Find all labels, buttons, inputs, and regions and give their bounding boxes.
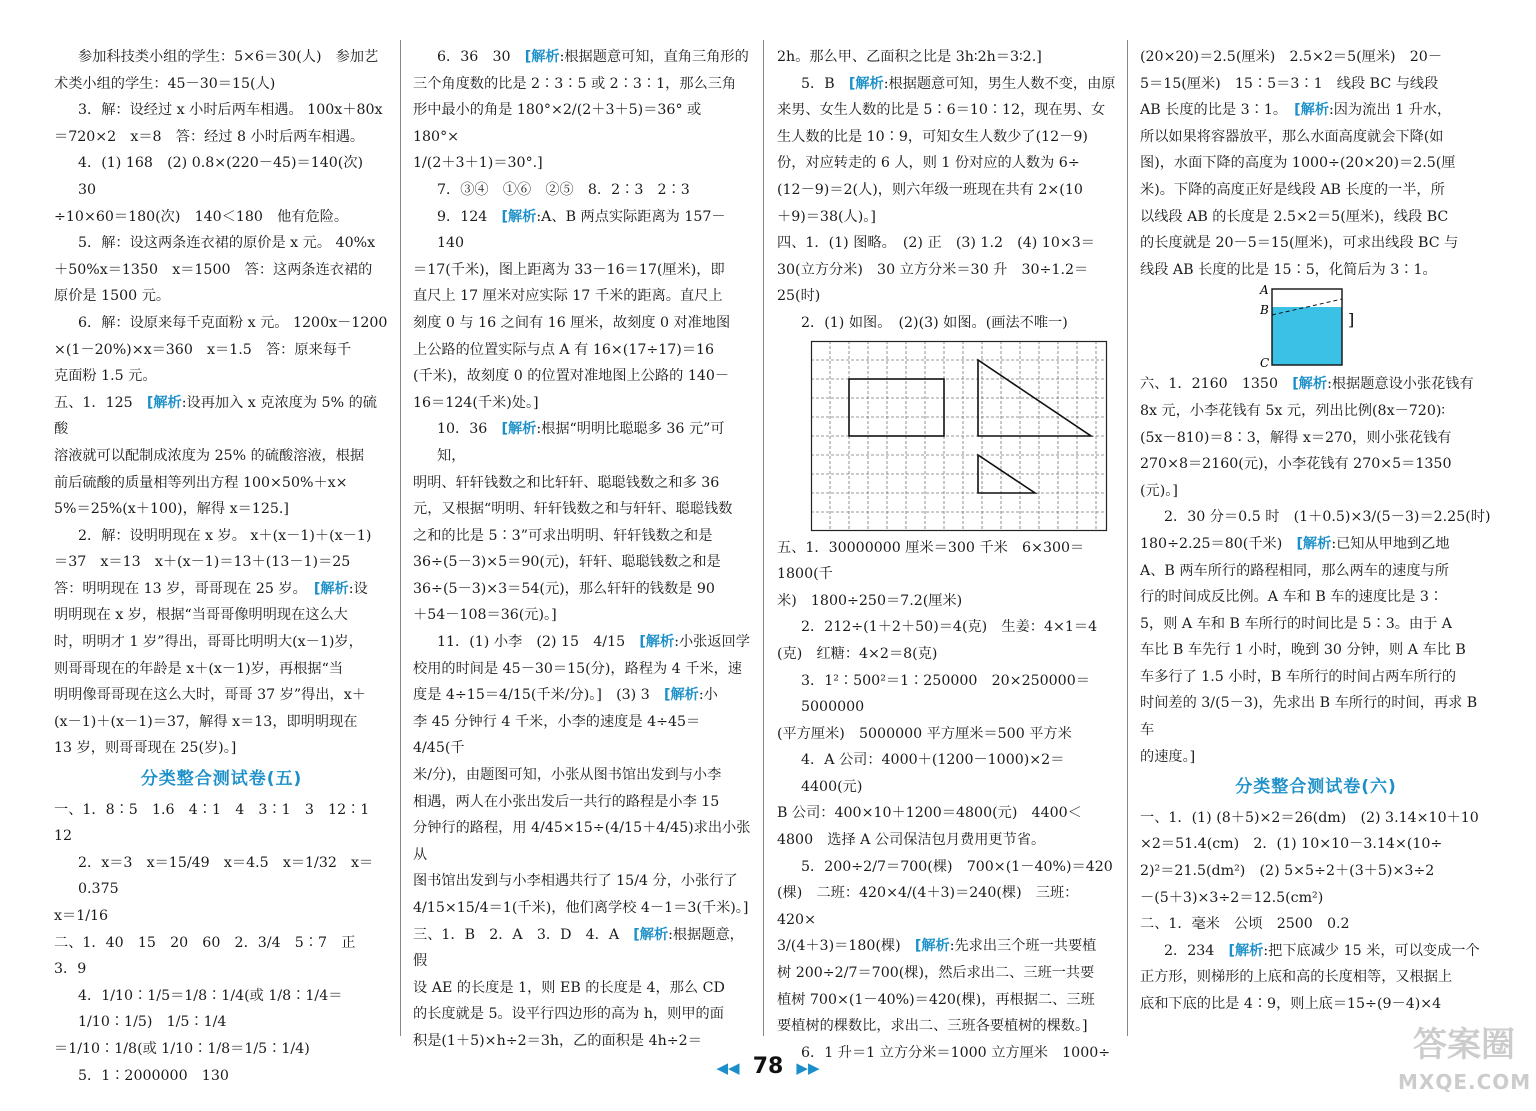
text-line: 270×8＝2160(元)，小李花钱有 270×5＝1350: [1140, 456, 1452, 473]
text-line: 16＝124(千米)处。]: [413, 394, 539, 411]
column-divider: [1127, 40, 1128, 1036]
text-line: [413, 682, 751, 709]
answer-number: 10．36: [437, 421, 488, 438]
text-fragment: 3/(4＋3)＝180(棵): [777, 938, 901, 955]
text-line: 4．1/10∶1/5＝1/8∶1/4(或 1/8∶1/4＝1/10∶1/5) 1/5∶1/4: [78, 987, 343, 1031]
text-fragment: :根据题意设小张花钱有: [1327, 376, 1474, 393]
text-line: [1140, 371, 1492, 398]
text-line: 积是(1＋5)×h÷2＝3h，乙的面积是 4h÷2＝: [413, 1032, 702, 1049]
text-line: 分钟行的路程，用 4/45×15÷(4/15＋4/45)求出小张从: [413, 820, 751, 863]
answer-number: 五、1．125: [54, 394, 133, 411]
answer-number: 2．234: [1164, 942, 1215, 959]
text-line: 四、1．(1) 图略。 (2) 正 (3) 1.2 (4) 10×3＝: [777, 235, 1095, 252]
text-line: 2)²＝21.5(dm²) (2) 5×5÷2＋(3＋5)×3÷2: [1140, 863, 1435, 880]
text-line: 4．(1) 168 (2) 0.8×(220－45)＝140(次) 30: [78, 155, 378, 198]
text-line: [413, 204, 751, 257]
previous-page-icon[interactable]: ◀◀: [716, 1059, 740, 1077]
analysis-label: [解析: [848, 75, 884, 92]
text-line: 二、1．40 15 20 60 2．3/4 5∶7 正 3．9: [54, 934, 370, 978]
text-line: (克) 红糖：4×2＝8(克): [777, 645, 938, 662]
analysis-label: [解析: [639, 634, 675, 651]
height-bracket: ]: [1348, 310, 1355, 330]
text-line: －(5＋3)×3÷2＝12.5(cm²): [1140, 889, 1324, 906]
text-fragment: :设: [348, 580, 368, 597]
text-fragment: 答：明明现在 13 岁，哥哥现在 25 岁。: [54, 580, 300, 597]
text-line: 2．x＝3 x＝15/49 x＝4.5 x＝1/32 x＝0.375: [78, 854, 374, 898]
text-line: 车比 B 车先行 1 小时，晚到 30 分钟，则 A 车比 B: [1140, 642, 1466, 659]
text-line: (x－1)＋(x－1)＝37，解得 x＝13，即明明现在: [54, 713, 358, 730]
text-line: 36÷(5－3)×5＝90(元)，轩轩、聪聪钱数之和是: [413, 554, 721, 571]
analysis-label: [解析: [1296, 535, 1332, 552]
text-line: 直尺上 17 厘米对应实际 17 千米的距离。直尺上: [413, 288, 723, 305]
text-line: 时间差的 3/(5－3)，先求出 B 车所行的时间，再求 B 车: [1140, 695, 1482, 739]
text-line: 5．解：设这两条连衣裙的原价是 x 元。 40%x: [78, 235, 376, 252]
text-fragment: :因为流出 1 升水，: [1329, 102, 1452, 119]
text-line: 树 200÷2/7＝700(棵)，然后求出二、三班一共要: [777, 965, 1095, 982]
text-line: 线段 AB 长度的比是 15∶5，化简后为 3∶1。: [1140, 261, 1437, 278]
text-line: (棵) 二班：420×4/(4＋3)＝240(棵) 三班：420×: [777, 885, 1079, 928]
text-fragment: :小张返回学: [674, 634, 750, 651]
text-line: 5＝15(厘米) 15∶5＝3∶1 线段 BC 与线段: [1140, 75, 1439, 92]
text-line: 2h。那么甲、乙面积之比是 3h∶2h＝3∶2.]: [777, 49, 1042, 65]
text-line: [413, 629, 751, 656]
text-line: [413, 922, 751, 975]
analysis-label: [解析: [501, 208, 537, 225]
text-line: [54, 390, 389, 443]
text-line: 原价是 1500 元。: [54, 288, 171, 305]
text-fragment: 180÷2.25＝80(千米): [1140, 535, 1283, 552]
text-line: 车多行了 1.5 小时，B 车所行的时间占两车所行的: [1140, 668, 1457, 685]
answer-number: 5．B: [801, 75, 835, 92]
text-line: 5．1∶2000000 130: [78, 1067, 229, 1084]
answer-column-2: [413, 44, 751, 1054]
text-fragment: :根据题意可知，男生人数不变，由原: [883, 75, 1116, 92]
text-line: 5%＝25%(x＋100)，解得 x＝125.]: [54, 501, 289, 518]
section-title: 分类整合测试卷(六): [1235, 777, 1397, 798]
label-c: C: [1260, 356, 1270, 371]
text-fragment: :已知从甲地到乙地: [1331, 535, 1450, 552]
text-line: 设 AE 的长度是 1，则 EB 的长度是 4，那么 CD: [413, 979, 725, 996]
text-line: 术类小组的学生：45－30＝15(人): [54, 75, 276, 92]
text-line: 底和下底的比是 4∶9，则上底＝15÷(9－4)×4: [1140, 996, 1442, 1012]
text-line: ＝720×2 x＝8 答：经过 8 小时后两车相遇。: [54, 128, 365, 145]
analysis-label: [解析: [663, 687, 699, 704]
answer-column-3: [777, 44, 1117, 1061]
analysis-label: [解析: [914, 938, 950, 955]
text-line: 6．解：设原来每千克面粉 x 元。 1200x－1200: [78, 314, 388, 331]
text-line: (元)。]: [1140, 482, 1178, 499]
text-line: 6．1 升＝1 立方分米＝1000 立方厘米 1000÷: [801, 1044, 1111, 1061]
text-line: (千米)，故刻度 0 的位置对准地图上公路的 140－: [413, 368, 730, 385]
text-line: 要植树的棵数比，求出二、三班各要植树的棵数。]: [777, 1018, 1088, 1035]
page-footer: [0, 1054, 1536, 1079]
text-line: 来男、女生人数的比是 5∶6＝10∶12，现在男、女: [777, 102, 1106, 119]
text-line: 时，明明才 1 岁”得出，哥哥比明明大(x－1)岁，: [54, 634, 363, 651]
text-line: 米)。下降的高度正好是线段 AB 长度的一半，所: [1140, 181, 1445, 198]
text-line: 4/15×15/4＝1(千米)，他们离学校 4－1＝3(千米)。]: [413, 900, 749, 916]
column-divider: [400, 40, 401, 1036]
text-line: 克面粉 1.5 元。: [54, 368, 157, 385]
column-divider: [763, 40, 764, 1036]
analysis-label: [解析: [1294, 102, 1330, 119]
text-line: ×2＝51.4(cm) 2．(1) 10×10－3.14×(10÷: [1140, 836, 1443, 853]
text-line: 5，则 A 车和 B 车所行的时间比是 5∶3。由于 A: [1140, 615, 1453, 632]
text-line: 的长度就是 20－5＝15(厘米)，可求出线段 BC 与: [1140, 235, 1459, 252]
text-line: 前后硫酸的质量相等列出方程 100×50%＋x×: [54, 474, 348, 491]
drawn-rectangle: [849, 379, 944, 436]
water-tank-figure: [1258, 285, 1368, 369]
text-line: B 公司：400×10＋1200＝4800(元) 4400＜: [777, 805, 1082, 822]
text-line: 2．解：设明明现在 x 岁。 x＋(x－1)＋(x－1): [78, 527, 372, 544]
text-fragment: :先求出三个班一共要植: [949, 938, 1097, 955]
text-line: 米/分)，由题图可知，小张从图书馆出发到与小李: [413, 767, 722, 784]
text-line: 二、1．毫米 公顷 2500 0.2: [1140, 916, 1350, 933]
text-line: 13 岁，则哥哥现在 25(岁)。]: [54, 740, 237, 757]
watermark-text: 答案圈: [1413, 1025, 1515, 1065]
text-line: [777, 933, 1117, 960]
text-fragment: :根据题意，假: [413, 926, 744, 970]
answer-column-1: [54, 44, 389, 1084]
analysis-label: [解析: [146, 394, 182, 411]
text-line: 3．解：设经过 x 小时后两车相遇。 100x＋80x: [78, 102, 383, 119]
text-line: [1140, 97, 1492, 124]
answer-column-4: [1140, 44, 1492, 1054]
text-line: 明明现在 x 岁，根据“当哥哥像明明现在这么大: [54, 607, 348, 624]
text-line: 4．A 公司：4000＋(1200－1000)×2＝4400(元): [801, 752, 1065, 795]
text-line: ÷10×60＝180(次) 140＜180 他有危险。: [54, 208, 349, 225]
text-line: x＝1/16: [54, 908, 109, 924]
drawn-large-triangle: [978, 360, 1091, 436]
text-line: ＝37 x＝13 x＋(x－1)＝13＋(13－1)＝25: [54, 554, 351, 571]
analysis-label: [解析: [633, 926, 669, 943]
text-fragment: :设再加入 x 克浓度为 5% 的硫酸: [54, 394, 377, 438]
answer-number: 六、1．2160 1350: [1140, 376, 1278, 393]
text-line: 2．30 分＝0.5 时 (1＋0.5)×3/(5－3)＝2.25(时): [1164, 509, 1491, 526]
label-b: B: [1260, 303, 1269, 318]
section-title: 分类整合测试卷(五): [140, 769, 303, 790]
text-fragment: :把下底减少 15 米，可以变成一个: [1263, 942, 1480, 959]
text-line: 4800 选择 A 公司保洁包月费用更节省。: [777, 832, 1046, 849]
text-line: 份，对应转走的 6 人，则 1 份对应的人数为 6÷: [777, 155, 1080, 172]
text-line: 2．(1) 如图。 (2)(3) 如图。(画法不唯一): [801, 314, 1068, 331]
text-line: 图书馆出发到与小李相遇共行了 15/4 分，小张行了: [413, 873, 738, 890]
text-line: 25(时): [777, 288, 821, 305]
text-line: 相遇，两人在小张出发后一共行的路程是小李 15: [413, 793, 720, 810]
answer-number: 三、1．B 2．A 3．D 4．A: [413, 926, 620, 943]
analysis-label: [解析: [501, 421, 537, 438]
text-line: 溶液就可以配制成浓度为 25% 的硫酸溶液，根据: [54, 447, 365, 464]
answer-number: 11．(1) 小李 (2) 15 4/15: [437, 634, 626, 651]
text-line: 则哥哥现在的年龄是 x＋(x－1)岁，再根据“当: [54, 660, 344, 677]
text-line: 行的时间成反比例。A 车和 B 车的速度比是 3∶: [1140, 589, 1444, 606]
text-line: 形中最小的角是 180°×2/(2＋3＋5)＝36° 或 180°×: [413, 102, 706, 145]
text-line: [413, 416, 751, 469]
text-fragment: :A、B 两点实际距离为 157－140: [437, 208, 726, 252]
text-line: [54, 576, 389, 603]
text-line: ＋9)＝38(人)。]: [777, 208, 876, 225]
text-line: (平方厘米) 5000000 平方厘米＝500 平方米: [777, 725, 1072, 742]
watermark-logo: [1398, 1021, 1530, 1107]
text-line: ＝17(千米)，图上距离为 33－16＝17(厘米)，即: [413, 261, 725, 278]
text-line: 36÷(5－3)×3＝54(元)，那么轩轩的钱数是 90: [413, 580, 715, 597]
text-line: 30(立方分米) 30 立方分米＝30 升 30÷1.2＝: [777, 261, 1089, 278]
text-line: 正方形，则梯形的上底和高的长度相等，又根据上: [1140, 969, 1453, 986]
text-line: [777, 71, 1117, 98]
text-line: ＋54－108＝36(元)。]: [413, 607, 557, 624]
text-line: 米) 1800÷250＝7.2(厘米): [777, 592, 963, 609]
text-line: 1/(2＋3＋1)＝30°.]: [413, 155, 543, 172]
analysis-label: [解析: [1228, 942, 1264, 959]
text-line: 之和的比是 5∶3”可求出明明、轩轩钱数之和是: [413, 527, 713, 544]
text-line: (12－9)＝2(人)，则六年级一班现在共有 2×(10: [777, 181, 1083, 198]
label-a: A: [1260, 283, 1269, 298]
text-fragment: AB 长度的比是 3∶1。: [1140, 102, 1280, 119]
text-line: 元，又根据“明明、轩轩钱数之和与轩轩、聪聪钱数: [413, 501, 733, 518]
text-fragment: 度是 4÷15＝4/15(千米/分)。] (3) 3: [413, 687, 650, 704]
grid-drawing-figure: [811, 341, 1107, 531]
text-line: 5．200÷2/7＝700(棵) 700×(1－40%)＝420: [801, 858, 1113, 875]
text-line: A、B 两车所行的路程相同，那么两车的速度与所: [1140, 562, 1449, 579]
analysis-label: [解析: [524, 49, 560, 65]
text-line: ＋50%x＝1350 x＝1500 答：这两条连衣裙的: [54, 261, 373, 278]
text-fragment: :小: [698, 687, 718, 704]
text-line: 以线段 AB 的长度是 2.5×2＝5(厘米)，线段 BC: [1140, 208, 1449, 225]
text-fragment: :根据“明明比聪聪多 36 元”可知，: [437, 421, 725, 464]
page-number: 78: [752, 1054, 784, 1079]
next-page-icon[interactable]: ▶▶: [796, 1059, 820, 1077]
text-line: 所以如果将容器放平，那么水面高度就会下降(如: [1140, 128, 1444, 145]
text-line: ×(1－20%)×x＝360 x＝1.5 答：原来每千: [54, 341, 352, 358]
text-line: (5x－810)＝8∶3，解得 x＝270，则小张花钱有: [1140, 429, 1452, 446]
text-line: [413, 44, 751, 71]
analysis-label: [解析: [313, 580, 349, 597]
text-line: 校用的时间是 45－30＝15(分)，路程为 4 千米，速: [413, 660, 742, 677]
text-fragment: :根据题意可知，直角三角形的: [559, 49, 749, 65]
text-line: 刻度 0 与 16 之间有 16 厘米，故刻度 0 对准地图: [413, 314, 731, 331]
text-line: 植树 700×(1－40%)＝420(棵)，再根据二、三班: [777, 991, 1095, 1008]
watermark-url: MXQE.COM: [1398, 1070, 1532, 1094]
text-line: 3．1²∶500²＝1∶250000 20×250000＝5000000: [801, 672, 1090, 716]
text-line: 三个角度数的比是 2∶3∶5 或 2∶3∶1，那么三角: [413, 75, 737, 92]
text-line: 上公路的位置实际与点 A 有 16×(17÷17)＝16: [413, 341, 715, 358]
answer-number: 6．36 30: [437, 49, 511, 65]
text-line: 图)，水面下降的高度为 1000÷(20×20)＝2.5(厘: [1140, 155, 1456, 172]
text-line: 7．③④ ①⑥ ②⑤ 8．2∶3 2∶3: [437, 181, 690, 198]
text-line: 五、1．30000000 厘米＝300 千米 6×300＝1800(千: [777, 539, 1085, 583]
text-line: 8x 元，小李花钱有 5x 元，列出比例(8x－720)∶: [1140, 402, 1446, 419]
text-line: 明明、轩轩钱数之和比轩轩、聪聪钱数之和多 36: [413, 474, 720, 491]
text-line: 2．212÷(1＋2＋50)＝4(克) 生姜：4×1＝4: [801, 619, 1098, 636]
text-line: ＝1/10∶1/8(或 1/10∶1/8＝1/5∶1/4): [54, 1040, 310, 1057]
text-line: 一、1．8∶5 1.6 4∶1 4 3∶1 3 12∶1 12: [54, 801, 384, 845]
text-line: 生人数的比是 10∶9，可知女生人数少了(12－9): [777, 128, 1088, 145]
text-line: 参加科技类小组的学生：5×6＝30(人) 参加艺: [78, 49, 379, 65]
water-fill: [1272, 307, 1342, 365]
answer-number: 9．124: [437, 208, 488, 225]
analysis-label: [解析: [1292, 376, 1328, 393]
text-line: (20×20)＝2.5(厘米) 2.5×2＝5(厘米) 20－: [1140, 49, 1443, 65]
text-line: 的速度。]: [1140, 748, 1196, 765]
text-line: 明明像哥哥现在这么大时，哥哥 37 岁”得出，x＋: [54, 687, 366, 704]
text-line: 一、1．(1) (8＋5)×2＝26(dm) (2) 3.14×10＋10: [1140, 809, 1479, 826]
text-line: 李 45 分钟行 4 千米，小李的速度是 4÷45＝4/45(千: [413, 713, 701, 757]
text-line: [1140, 938, 1492, 965]
text-line: [1140, 531, 1492, 558]
text-line: 的长度就是 5。设平行四边形的高为 h，则甲的面: [413, 1006, 724, 1023]
